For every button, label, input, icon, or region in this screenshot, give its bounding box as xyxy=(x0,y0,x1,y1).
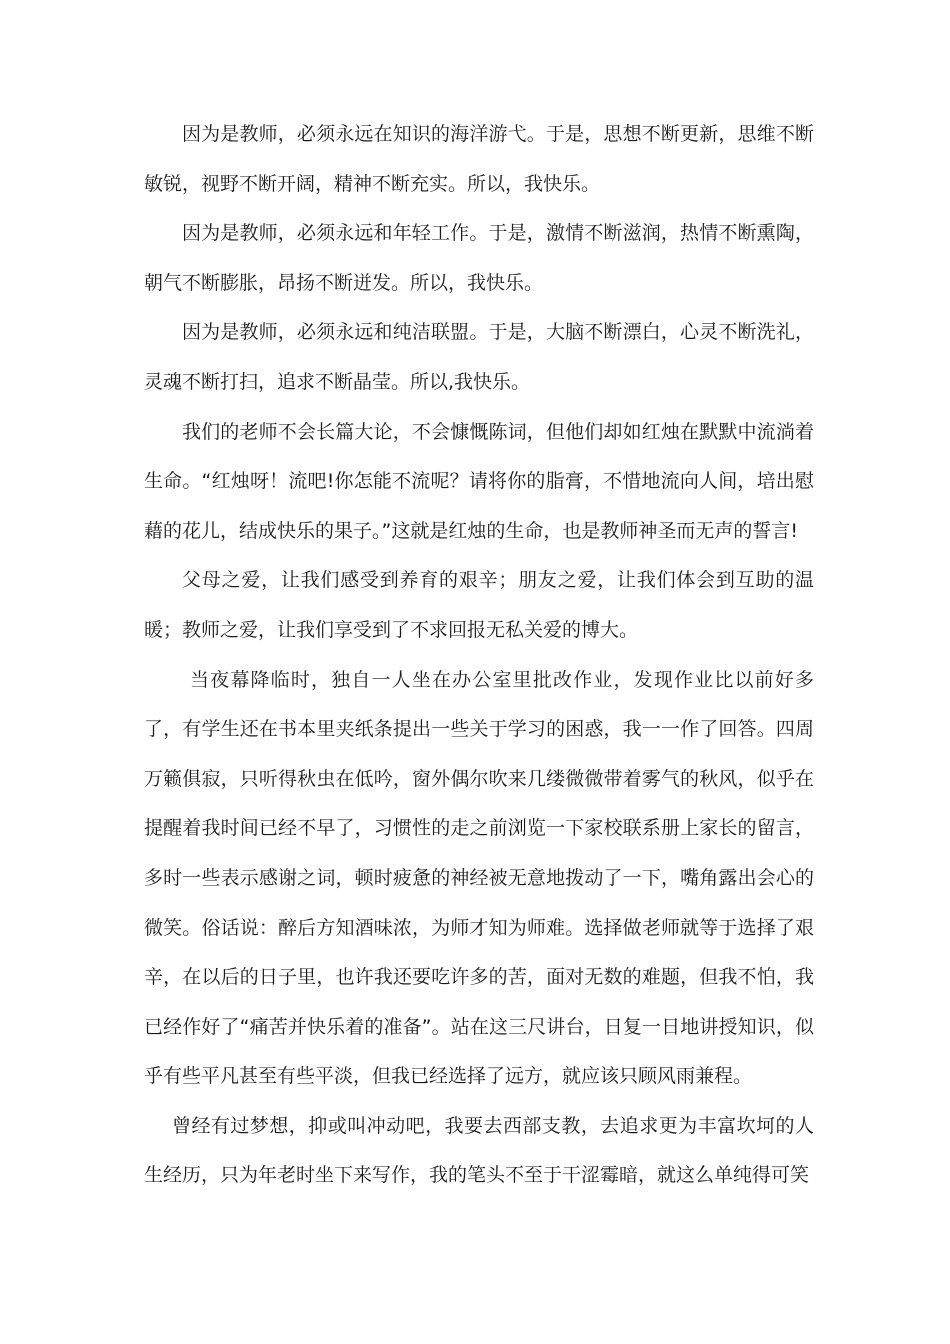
paragraph-night-office: 当夜幕降临时，独自一人坐在办公室里批改作业，发现作业比以前好多了，有学生还在书本里夹纸条提出一些关于学习的困惑，我一一作了回答。四周万籁俱寂，只听得秋虫在低吟，窗外偶尔吹来几缕微微带着雾气的秋风，似乎在提醒着我时间已经不早了，习惯性的走之前浏览一下家校联系册上家长的留言，多时一些表示感谢之词，顿时疲惫的神经被无意地拨动了一下，嘴角露出会心的微笑。俗话说：醉后方知酒味浓，为师才知为师难。选择做老师就等于选择了艰辛，在以后的日子里，也许我还要吃许多的苦，面对无数的难题，但我不怕，我已经作好了“痛苦并快乐着的准备”。站在这三尺讲台，日复一日地讲授知识，似乎有些平凡甚至有些平淡，但我已经选择了远方，就应该只顾风雨兼程。 xyxy=(144,668,814,1088)
paragraph-red-candle: 我们的老师不会长篇大论，不会慷慨陈词，但他们却如红烛在默默中流淌着生命。“红烛呀！流吧!你怎能不流呢？请将你的脂膏，不惜地流向人间，培出慰藉的花儿，结成快乐的果子。”这就是红烛的生命，也是教师神圣而无声的誓言! xyxy=(144,420,814,542)
paragraph-teacher-youth: 因为是教师，必须永远和年轻工作。于是，激情不断滋润，热情不断熏陶，朝气不断膨胀，昂扬不断迸发。所以，我快乐。 xyxy=(144,222,814,294)
paragraph-love: 父母之爱，让我们感受到养育的艰辛；朋友之爱，让我们体会到互助的温暖；教师之爱，让我们享受到了不求回报无私关爱的博大。 xyxy=(144,569,814,641)
document-body xyxy=(144,110,814,1201)
paragraph-teacher-purity: 因为是教师，必须永远和纯洁联盟。于是，大脑不断漂白，心灵不断洗礼，灵魂不断打扫，追求不断晶莹。所以,我快乐。 xyxy=(144,321,814,393)
paragraph-dream: 曾经有过梦想，抑或叫冲动吧，我要去西部支教，去追求更为丰富坎坷的人生经历，只为年老时坐下来写作，我的笔头不至于干涩霉暗，就这么单纯得可笑 xyxy=(144,1114,814,1187)
paragraph-teacher-knowledge: 因为是教师，必须永远在知识的海洋游弋。于是，思想不断更新，思维不断敏锐，视野不断开阔，精神不断充实。所以，我快乐。 xyxy=(144,123,814,195)
